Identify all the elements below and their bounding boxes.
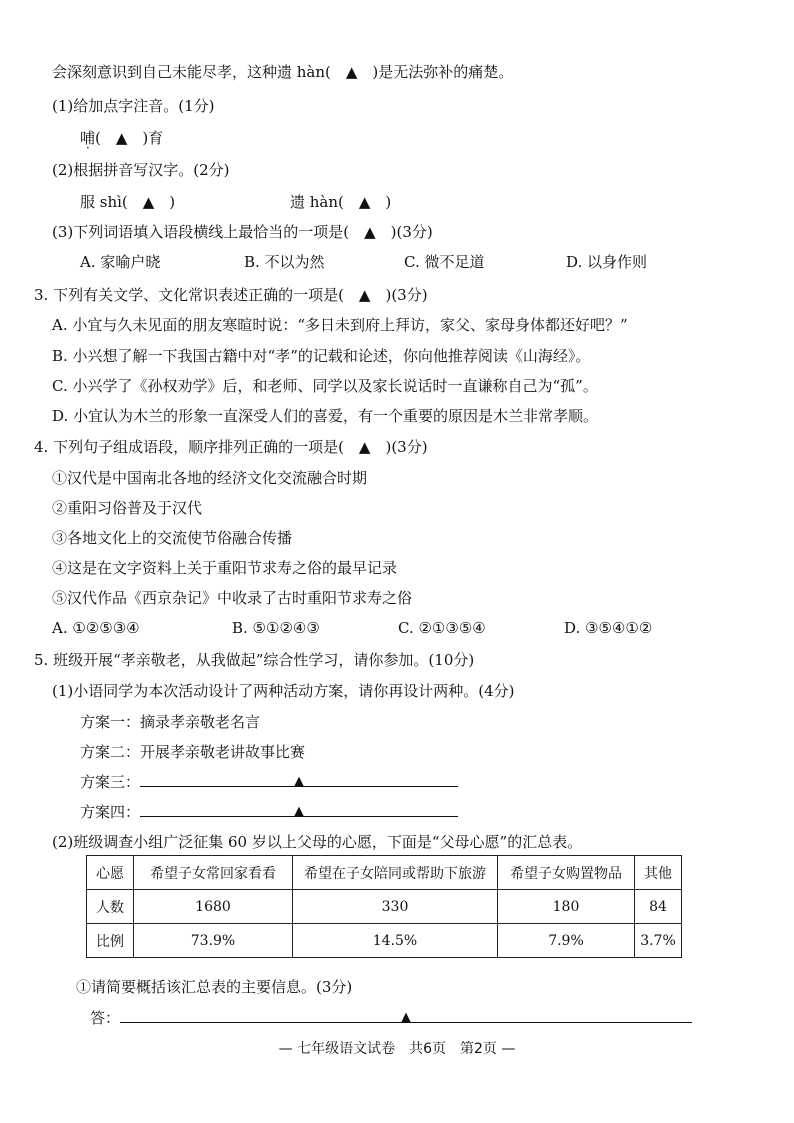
q4-option-d[interactable]: D. ③⑤④①② (564, 619, 653, 637)
q4-sentence-3: ③各地文化上的交流使节俗融合传播 (52, 529, 293, 547)
q4-option-c[interactable]: C. ②①③⑤④ (398, 619, 486, 637)
table-cell: 73.9% (134, 924, 293, 958)
q5-part2-sub1-prompt: ①请简要概括该汇总表的主要信息。(3分) (76, 978, 353, 996)
q4-prompt: 4. 下列句子组成语段，顺序排列正确的一项是( ▲ )(3分) (34, 438, 428, 456)
table-row (87, 890, 682, 924)
q4-option-a[interactable]: A. ①②⑤③④ (52, 619, 140, 637)
q2-part3-option-d[interactable]: D. 以身作则 (566, 253, 648, 271)
dotted-char: 哺 (80, 129, 96, 147)
q2-part3-option-a[interactable]: A. 家喻户晓 (80, 253, 161, 271)
plan-four-label: 方案四： (80, 803, 141, 821)
q2-part2-item-a[interactable]: 服 shì( ▲ ) (80, 193, 176, 211)
q3-option-b[interactable]: B. 小兴想了解一下我国古籍中对“孝”的记载和论述，你向他推荐阅读《山海经》。 (52, 347, 591, 365)
table-cell: 希望子女常回家看看 (134, 856, 293, 890)
q2-part1-item (80, 128, 163, 148)
q3-prompt: 3. 下列有关文学、文化常识表述正确的一项是( ▲ )(3分) (34, 286, 428, 304)
q3-option-c[interactable]: C. 小兴学了《孙权劝学》后，和老师、同学以及家长说话时一直谦称自己为“孤”。 (52, 377, 598, 395)
triangle-icon: ▲ (401, 1010, 412, 1025)
triangle-icon: ▲ (294, 804, 305, 819)
table-cell: 330 (293, 890, 498, 924)
plan-four-row (80, 802, 458, 822)
triangle-icon: ▲ (294, 774, 305, 789)
table-cell: 比例 (87, 924, 134, 958)
q2-part2-prompt: (2)根据拼音写汉字。(2分) (52, 161, 230, 179)
plan-four-answer-field[interactable] (140, 802, 458, 817)
passage-end-line: 会深刻意识到自己未能尽孝，这种遗 hàn( ▲ )是无法弥补的痛楚。 (52, 63, 514, 81)
table-cell: 希望子女购置物品 (498, 856, 635, 890)
parents-wish-table (86, 855, 682, 958)
q2-part3-option-b[interactable]: B. 不以为然 (244, 253, 325, 271)
plan-three-answer-field[interactable] (140, 772, 458, 787)
plan-one: 方案一：摘录孝亲敬老名言 (80, 713, 261, 731)
q4-sentence-5: ⑤汉代作品《西京杂记》中收录了古时重阳节求寿之俗 (52, 589, 413, 607)
table-cell: 3.7% (635, 924, 682, 958)
q2-part3-prompt: (3)下列词语填入语段横线上最恰当的一项是( ▲ )(3分) (52, 223, 433, 241)
table-cell: 7.9% (498, 924, 635, 958)
q3-option-d[interactable]: D. 小宜认为木兰的形象一直深受人们的喜爱，有一个重要的原因是木兰非常孝顺。 (52, 407, 599, 425)
q2-part1-answer-slot[interactable]: ( ▲ )育 (95, 129, 164, 147)
q4-sentence-4: ④这是在文字资料上关于重阳节求寿之俗的最早记录 (52, 559, 398, 577)
q2-part2-item-b[interactable]: 遗 hàn( ▲ ) (290, 193, 392, 211)
answer-label: 答： (90, 1009, 121, 1027)
plan-two: 方案二：开展孝亲敬老讲故事比赛 (80, 743, 306, 761)
answer-field[interactable] (120, 1008, 692, 1023)
q5-prompt: 5. 班级开展“孝亲敬老，从我做起”综合性学习，请你参加。(10分) (34, 651, 475, 669)
q3-option-a[interactable]: A. 小宜与久未见面的朋友寒暄时说：“多日未到府上拜访，家父、家母身体都还好吧？” (52, 316, 628, 334)
table-cell: 心愿 (87, 856, 134, 890)
page-footer: — 七年级语文试卷 共6页 第2页 — (278, 1041, 516, 1057)
table-cell: 其他 (635, 856, 682, 890)
q4-sentence-2: ②重阳习俗普及于汉代 (52, 499, 203, 517)
table-row (87, 924, 682, 958)
table-cell: 人数 (87, 890, 134, 924)
q4-sentence-1: ①汉代是中国南北各地的经济文化交流融合时期 (52, 469, 368, 487)
q4-option-b[interactable]: B. ⑤①②④③ (232, 619, 320, 637)
plan-three-label: 方案三： (80, 773, 141, 791)
plan-three-row (80, 772, 458, 792)
table-cell: 希望在子女陪同或帮助下旅游 (293, 856, 498, 890)
table-cell: 1680 (134, 890, 293, 924)
q2-part3-option-c[interactable]: C. 微不足道 (404, 253, 485, 271)
table-cell: 14.5% (293, 924, 498, 958)
q2-part1-prompt: (1)给加点字注音。(1分) (52, 97, 215, 115)
q5-part2-prompt: (2)班级调查小组广泛征集 60 岁以上父母的心愿，下面是“父母心愿”的汇总表。 (52, 833, 583, 851)
table-cell: 180 (498, 890, 635, 924)
q5-part1-prompt: (1)小语同学为本次活动设计了两种活动方案，请你再设计两种。(4分) (52, 682, 515, 700)
table-cell: 84 (635, 890, 682, 924)
table-row (87, 856, 682, 890)
answer-row (90, 1008, 692, 1028)
